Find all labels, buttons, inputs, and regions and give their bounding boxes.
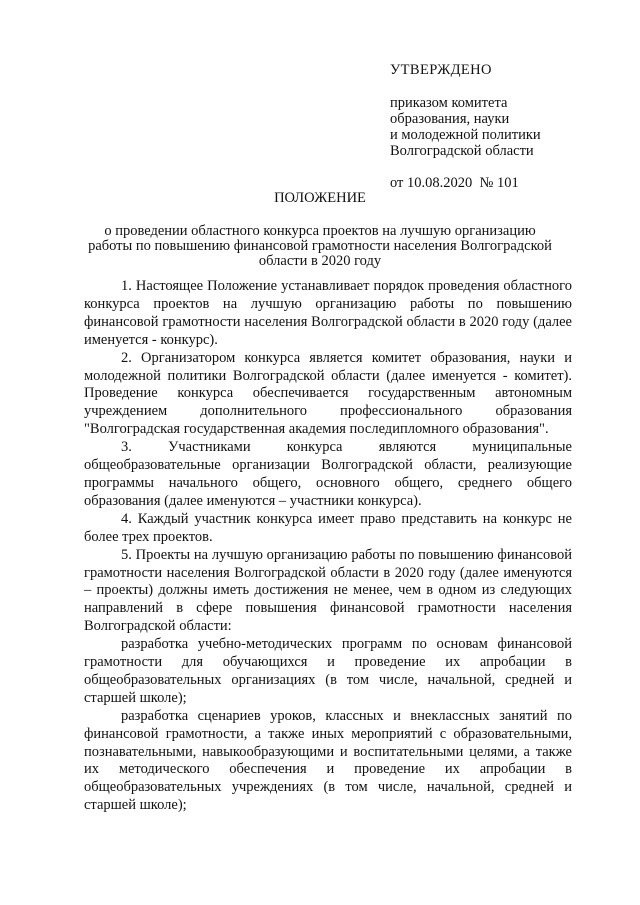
approval-block	[390, 62, 590, 191]
decree-date-number: от 10.08.2020 № 101	[390, 175, 519, 191]
paragraph-2: 2. Организатором конкурса является комитет образования, науки и молодежной политики Волгоградской области (далее именуется - комитет). Проведение конкурса обеспечивается государственным автономным учреждением дополнительного профессионального образования "Волгоградская государственная академия последипломного образования".	[84, 349, 572, 438]
subtitle-line: работы по повышению финансовой грамотности населения Волгоградской	[88, 238, 552, 254]
approval-line: приказом комитета	[390, 95, 508, 111]
approval-heading: УТВЕРЖДЕНО	[390, 62, 492, 78]
paragraph-5: 5. Проекты на лучшую организацию работы по повышению финансовой грамотности населения Волгоградской области в 2020 году (далее именуются – проекты) должны иметь достижения не менее, чем в одном из следующих направлений в сфере повышения финансовой грамотности населения Волгоградской области:	[84, 546, 572, 635]
approval-authority	[390, 95, 590, 159]
paragraph-1: 1. Настоящее Положение устанавливает порядок проведения областного конкурса проектов на лучшую организацию работы по повышению финансовой грамотности населения Волгоградской области в 2020 году (далее именуется - конкурс).	[84, 278, 572, 348]
paragraph-3: 3. Участниками конкурса являются муниципальные общеобразовательные организации Волгоградской области, реализующие программы начального общего, основного общего, среднего общего образования (далее именуются – участники конкурса).	[84, 439, 572, 509]
paragraph-4: 4. Каждый участник конкурса имеет право представить на конкурс не более трех проектов.	[84, 510, 572, 545]
subtitle-line: области в 2020 году	[258, 253, 382, 269]
document-body	[84, 278, 572, 815]
list-item-programs: разработка учебно-методических программ по основам финансовой грамотности для обучающихся и проведение их апробации в общеобразовательных организациях (в том числе, начальной, средней и старшей школе);	[84, 636, 572, 706]
approval-line: и молодежной политики	[390, 127, 541, 143]
subtitle-line: о проведении областного конкурса проектов на лучшую организацию	[104, 223, 536, 239]
list-item-scenarios: разработка сценариев уроков, классных и внеклассных занятий по финансовой грамотности, а также иных мероприятий с образовательными, познавательными, навыкообразующими и воспитательными целями, а также их методического обеспечения и проведение их апробации в общеобразовательных учреждениях (в том числе, начальной, средней и старшей школе);	[84, 707, 572, 814]
approval-line: Волгоградской области	[390, 143, 534, 159]
document-title: ПОЛОЖЕНИЕ	[274, 190, 366, 206]
approval-line: образования, науки	[390, 111, 510, 127]
document-subtitle	[0, 224, 640, 269]
